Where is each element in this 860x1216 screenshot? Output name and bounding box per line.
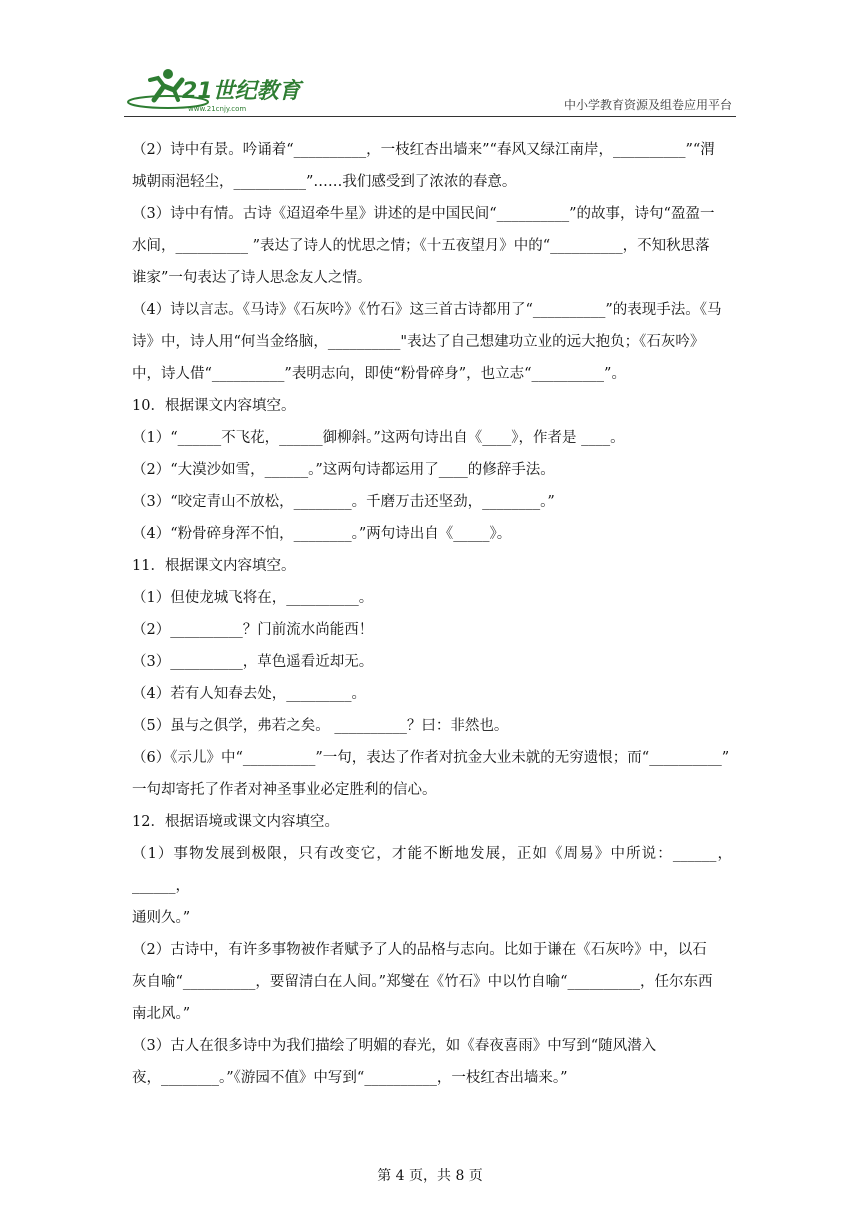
text-line: 谁家”一句表达了诗人思念友人之情。 [132, 270, 372, 286]
question-heading: 12．根据语境或课文内容填空。 [132, 814, 339, 830]
text-line: 通则久。” [132, 910, 191, 926]
platform-name: 中小学教育资源及组卷应用平台 [563, 98, 732, 112]
svg-text:www.21cnjy.com: www.21cnjy.com [188, 105, 247, 113]
document-body [132, 134, 732, 1094]
text-line: 诗》中，诗人用“何当金络脑，__________"表达了自己想建功立业的远大抱负；《石灰吟》 [132, 334, 705, 350]
question-heading: 11．根据课文内容填空。 [132, 558, 296, 574]
page-number: 第 4 页，共 8 页 [377, 1168, 483, 1184]
text-line: 灰自喻“__________，要留清白在人间。”郑燮在《竹石》中以竹自喻“__________，任尔东西 [132, 974, 713, 990]
text-line: （1）事物发展到极限，只有改变它，才能不断地发展，正如《周易》中所说：______，______， [132, 846, 732, 894]
text-line: （2）诗中有景。吟诵着“__________，一枝红杏出墙来”“春风又绿江南岸，__________”“渭 [132, 142, 715, 158]
text-line: 中，诗人借“__________”表明志向，即使“粉骨碎身”，也立志“__________”。 [132, 366, 626, 382]
page-header [0, 0, 860, 118]
header-divider [124, 116, 736, 117]
text-line: （1）但使龙城飞将在，__________。 [132, 590, 374, 606]
text-line: （4）“粉骨碎身浑不怕，________。”两句诗出自《_____》。 [132, 526, 512, 542]
text-line: （2）“大漠沙如雪，______。”这两句诗都运用了____的修辞手法。 [132, 462, 555, 478]
text-line: （4）若有人知春去处，_________。 [132, 686, 366, 702]
text-line: 南北风。” [132, 1006, 191, 1022]
21cnjy-logo [124, 64, 304, 116]
text-line: （2）__________？门前流水尚能西！ [132, 622, 374, 638]
text-line: （5）虽与之俱学，弗若之矣。 __________？曰：非然也。 [132, 718, 509, 734]
text-line: （3）“咬定青山不放松，________。千磨万击还坚劲，________。” [132, 494, 555, 510]
text-line: （3）古人在很多诗中为我们描绘了明媚的春光，如《春夜喜雨》中写到“随风潜入 [132, 1038, 657, 1054]
text-line: （4）诗以言志。《马诗》《石灰吟》《竹石》这三首古诗都用了“__________”的表现手法。《马 [132, 302, 722, 318]
text-line: （1）“______不飞花，______御柳斜。”这两句诗出自《____》，作者是 ____。 [132, 430, 625, 446]
text-line: 城朝雨浥轻尘，__________”……我们感受到了浓浓的春意。 [132, 174, 517, 190]
text-line: （6）《示儿》中“__________”一句，表达了作者对抗金大业未就的无穷遗恨；而“__________” [132, 750, 730, 766]
text-line: 水间，__________ ”表达了诗人的忧思之情；《十五夜望月》中的“__________，不知秋思落 [132, 238, 710, 254]
text-line: 一句却寄托了作者对神圣事业必定胜利的信心。 [132, 782, 437, 798]
text-line: （2）古诗中，有许多事物被作者赋予了人的品格与志向。比如于谦在《石灰吟》中，以石 [132, 942, 707, 958]
text-line: （3）__________，草色遥看近却无。 [132, 654, 374, 670]
text-line: （3）诗中有情。古诗《迢迢牵牛星》讲述的是中国民间“__________”的故事，诗句“盈盈一 [132, 206, 715, 222]
text-line: 夜，________。”《游园不值》中写到“__________，一枝红杏出墙来。” [132, 1070, 568, 1086]
question-heading: 10．根据课文内容填空。 [132, 398, 296, 414]
svg-text:21世纪教育: 21世纪教育 [182, 79, 301, 104]
